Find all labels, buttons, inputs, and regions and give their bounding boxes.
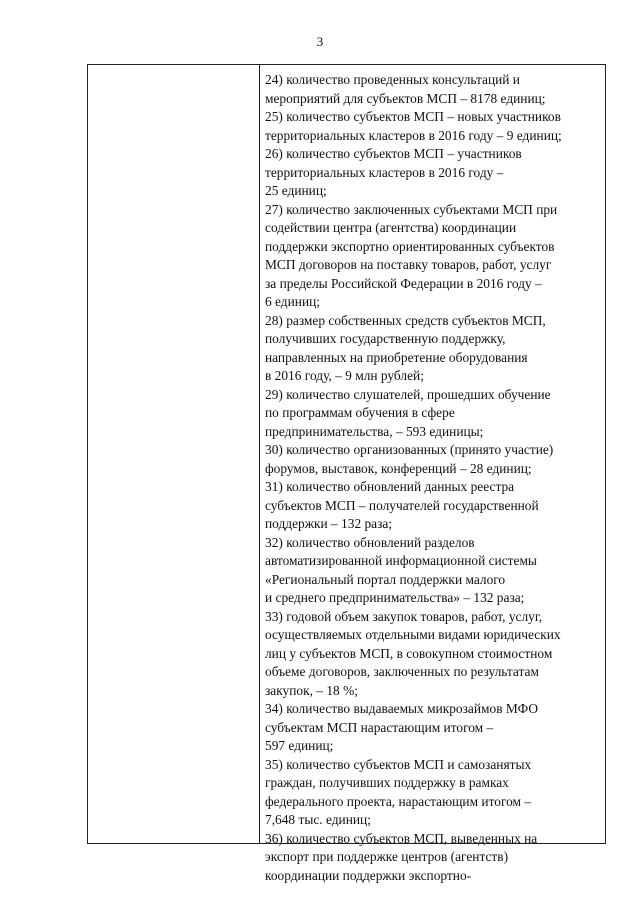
text-line: 28) размер собственных средств субъектов МСП, <box>265 312 546 328</box>
text-line: по программам обучения в сфере <box>265 405 455 420</box>
table-right-column <box>260 65 605 883</box>
text-line: и среднего предпринимательства» – 132 раза; <box>265 590 525 605</box>
text-line: в 2016 году, – 9 млн рублей; <box>265 368 424 383</box>
text-line: субъектам МСП нарастающим итогом – <box>265 719 494 735</box>
text-line: поддержки экспортно ориентированных субъектов <box>265 238 555 254</box>
text-line: 36) количество субъектов МСП, выведенных на <box>265 830 538 846</box>
text-line: 27) количество заключенных субъектами МСП при <box>265 201 558 217</box>
text-line: 26) количество субъектов МСП – участников <box>265 146 522 161</box>
text-line: 25 единиц; <box>265 183 327 198</box>
text-line: осуществляемых отдельными видами юридических <box>265 627 561 642</box>
text-line: 35) количество субъектов МСП и самозанятых <box>265 756 532 772</box>
table-left-column <box>88 65 260 843</box>
text-line: 6 единиц; <box>265 294 321 309</box>
text-line: 7,648 тыс. единиц; <box>265 812 371 827</box>
text-line: закупок, – 18 %; <box>265 682 358 698</box>
text-line: лиц у субъектов МСП, в совокупном стоимостном <box>265 645 553 661</box>
text-line: поддержки – 132 раза; <box>265 516 393 531</box>
text-line: форумов, выставок, конференций – 28 единиц; <box>265 460 532 476</box>
text-line: направленных на приобретение оборудования <box>265 349 528 365</box>
text-line: 29) количество слушателей, прошедших обучение <box>265 386 551 402</box>
text-line: 34) количество выдаваемых микрозаймов МФО <box>265 701 539 716</box>
indicators-table <box>87 64 606 883</box>
text-line: объеме договоров, заключенных по результатам <box>265 664 539 679</box>
text-line: территориальных кластеров в 2016 году – <box>265 164 504 180</box>
text-line: содействии центра (агентства) координации <box>265 220 517 235</box>
text-line: 32) количество обновлений разделов <box>265 534 475 550</box>
text-line: федерального проекта, нарастающим итогом – <box>265 793 532 809</box>
text-line: 33) годовой объем закупок товаров, работ, услуг, <box>265 608 543 624</box>
text-line: получивших государственную поддержку, <box>265 331 506 346</box>
text-line: субъектов МСП – получателей государственной <box>265 497 539 513</box>
text-line: 597 единиц; <box>265 738 334 753</box>
text-line: территориальных кластеров в 2016 году – 9 единиц; <box>265 127 562 143</box>
text-line: автоматизированной информационной системы <box>265 553 537 568</box>
text-line: 24) количество проведенных консультаций и <box>265 72 520 87</box>
text-line: предпринимательства, – 593 единицы; <box>265 423 484 439</box>
page-number: 3 <box>316 34 324 49</box>
text-line: 25) количество субъектов МСП – новых участников <box>265 109 561 124</box>
text-line: «Региональный портал поддержки малого <box>265 571 506 587</box>
text-line: 30) количество организованных (принято участие) <box>265 442 554 457</box>
text-line: координации поддержки экспортно- <box>265 867 472 883</box>
text-line: граждан, получивших поддержку в рамках <box>265 775 509 790</box>
text-line: экспорт при поддержке центров (агентств) <box>265 849 509 864</box>
text-line: 31) количество обновлений данных реестра <box>265 479 515 494</box>
text-line: МСП договоров на поставку товаров, работ, услуг <box>265 257 552 272</box>
text-line: за пределы Российской Федерации в 2016 году – <box>265 275 542 291</box>
text-line: мероприятий для субъектов МСП – 8178 единиц; <box>265 90 546 106</box>
